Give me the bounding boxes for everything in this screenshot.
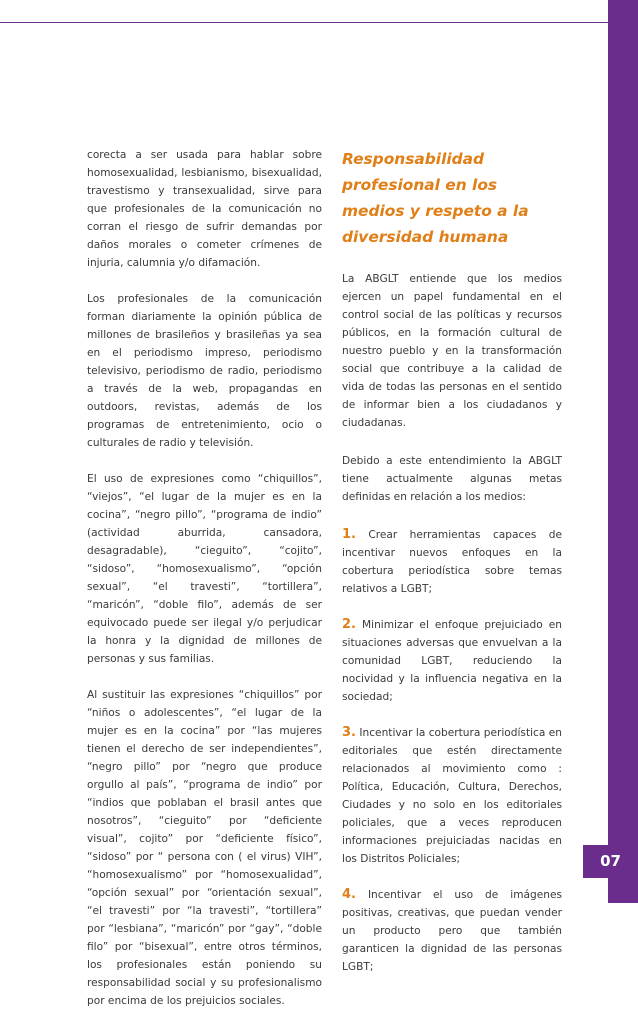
left-paragraph-4: Al sustituir las expresiones “chiquillos” por “niños o adolescentes”, “el lugar de la mujer es en la cocina” por “las mujeres tienen el derecho de ser independientes”, “negro pillo” por “negro que produce orgullo al país”, “programa de indio” por “indios que poblaban el brasil antes que nosotros”, “cieguito” por “deficiente visual”, cojito” por “deficiente físico”, “sidoso” por “ persona con ( el virus) VIH”, “homosexualismo” por “homosexualidad”, “opción sexual” por “orientación sexual”, “el travesti” por “la travesti”, “tortillera” por “lesbiana”, “maricón” por “gay”, “doble filo” por “bisexual”, entre otros términos, los profesionales están poniendo su responsabilidad social y su profesionalismo por encima de los prejuicios sociales. [87, 689, 322, 1007]
goal-number: 2. [342, 617, 356, 632]
goal-text: Incentivar la cobertura periodística en editoriales que estén directamente relacionados al movimiento como : Política, Educación, Cultura, Derechos, Ciudades y no solo en los editoriales policiales, que a veces reproducen informaciones prejuiciadas nacidas en los Distritos Policiales; [342, 727, 562, 865]
right-paragraph-2: Debido a este entendimiento la ABGLT tiene actualmente algunas metas definidas en relación a los medios: [342, 455, 562, 503]
goal-item-4 [342, 886, 562, 976]
goal-text: Crear herramientas capaces de incentivar nuevos enfoques en la cobertura periodística sobre temas relativos a LGBT; [342, 529, 563, 595]
left-column [87, 146, 322, 1028]
goal-item-3 [342, 724, 562, 868]
goal-item-2 [342, 616, 562, 706]
top-rule [0, 22, 608, 23]
left-paragraph-3: El uso de expresiones como “chiquillos”, “viejos”, “el lugar de la mujer es en la cocina”, “negro pillo”, “programa de indio” (actividad aburrida, cansadora, desagradable), “cieguito”, “cojito”, “sidoso”, “homosexualismo”, “opción sexual”, “el travesti”, “tortillera”, “maricón”, “doble filo”, además de ser equivocado puede ser ilegal y/o perjudicar la honra y la dignidad de millones de personas y sus familias. [87, 473, 322, 665]
page-number: 07 [583, 845, 638, 878]
side-accent-bar [608, 0, 638, 903]
goal-item-1 [342, 526, 562, 598]
goal-number: 3. [342, 725, 356, 740]
left-paragraph-1: corecta a ser usada para hablar sobre homosexualidad, lesbianismo, bisexualidad, travestismo y transexualidad, sirve para que profesionales de la comunicación no corran el riesgo de sufrir demandas por daños morales o cometer crímenes de injuria, calumnia y/o difamación. [87, 149, 322, 269]
left-paragraph-2: Los profesionales de la comunicación forman diariamente la opinión pública de millones de brasileños y brasileñas ya sea en el periodismo impreso, periodismo televisivo, periodismo de radio, periodismo a través de la web, propagandas en outdoors, revistas, además de los programas de entretenimiento, ocio o culturales de radio y televisión. [87, 293, 322, 449]
right-column [342, 146, 562, 994]
right-paragraph-1: La ABGLT entiende que los medios ejercen un papel fundamental en el control social de las políticas y recursos públicos, en la formación cultural de nuestro pueblo y en la transformación social que contribuye a la calidad de vida de todas las personas en el sentido de informar bien a los ciudadanos y ciudadanas. [342, 273, 562, 429]
goal-number: 1. [342, 527, 356, 542]
goal-text: Minimizar el enfoque prejuiciado en situaciones adversas que envuelvan a la comunidad LGBT, reduciendo la nocividad y la influencia negativa en la sociedad; [342, 619, 562, 703]
goal-number: 4. [342, 887, 356, 902]
section-heading: Responsabilidad profesional en los medios y respeto a la diversidad humana [342, 150, 529, 246]
goal-text: Incentivar el uso de imágenes positivas, creativas, que puedan vender un producto pero que también garanticen la dignidad de las personas LGBT; [342, 889, 562, 973]
